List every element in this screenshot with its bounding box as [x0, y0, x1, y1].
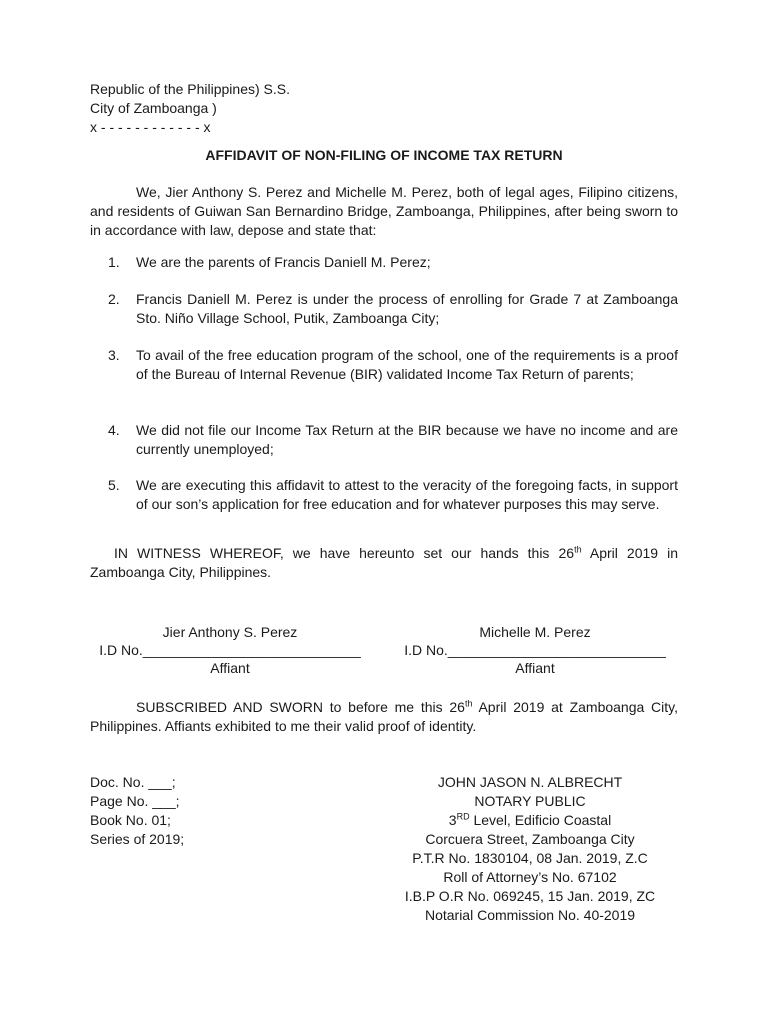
jurat-paragraph	[90, 698, 678, 736]
affiant-id-line: I.D No.____________________________	[99, 642, 361, 658]
affiant-signature-block-1	[85, 623, 375, 677]
witness-paragraph	[90, 544, 678, 582]
witness-text-start: IN WITNESS WHEREOF, we have hereunto set our hands this 26	[114, 545, 575, 561]
statement-text: We did not file our Income Tax Return at the BIR because we have no income and are currently unemployed;	[136, 422, 678, 457]
notary-block	[380, 773, 680, 925]
page-number: Page No. ___;	[90, 793, 180, 809]
jurat-date-suffix: th	[464, 698, 473, 709]
book-number: Book No. 01;	[90, 812, 171, 828]
statement-item-5	[108, 476, 678, 514]
statement-text: We are the parents of Francis Daniell M. Perez;	[136, 254, 431, 270]
statement-text: To avail of the free education program of the school, one of the requirements is a proof of the Bureau of Internal Revenue (BIR) validated Income Tax Return of parents;	[136, 347, 678, 382]
statement-number: 3.	[108, 347, 120, 363]
statement-number: 5.	[108, 477, 120, 493]
level-suffix: RD	[456, 811, 470, 822]
statement-item-2	[108, 290, 678, 328]
notary-ptr: P.T.R No. 1830104, 08 Jan. 2019, Z.C	[412, 850, 648, 866]
venue-line-republic: Republic of the Philippines) S.S.	[90, 81, 290, 97]
affiant-signature-block-2	[390, 623, 680, 677]
statement-item-3	[108, 346, 678, 384]
statement-text: Francis Daniell M. Perez is under the process of enrolling for Grade 7 at Zamboanga Sto. Niño Village School, Putik, Zamboanga City;	[136, 291, 678, 326]
statement-number: 4.	[108, 422, 120, 438]
venue-line-separator: x - - - - - - - - - - - - x	[90, 119, 211, 135]
statement-text: We are executing this affidavit to attest to the veracity of the foregoing facts, in support of our son’s application for free education and for whatever purposes this may serve.	[136, 477, 678, 512]
affiant-id-line: I.D No.____________________________	[404, 642, 666, 658]
witness-text-end: April 2019 in Zamboanga City, Philippines.	[90, 545, 678, 580]
notary-ibp: I.B.P O.R No. 069245, 15 Jan. 2019, ZC	[404, 888, 656, 904]
affiant-name: Jier Anthony S. Perez	[162, 624, 298, 640]
statement-item-4	[108, 421, 678, 459]
notary-name: JOHN JASON N. ALBRECHT	[437, 774, 623, 790]
notary-address-level	[380, 811, 680, 830]
notary-roll: Roll of Attorney’s No. 67102	[443, 869, 617, 885]
witness-date-suffix: th	[574, 544, 582, 555]
jurat-text-end: April 2019 at Zamboanga City, Philippines. Affiants exhibited to me their valid proof of identity.	[90, 699, 679, 734]
affiant-label: Affiant	[210, 660, 250, 676]
intro-paragraph: We, Jier Anthony S. Perez and Michelle M. Perez, both of legal ages, Filipino citizens, and residents of Guiwan San Bernardino Bridge, Zamboanga, Philippines, after being sworn to in accordance with law, depose and state that:	[90, 184, 678, 238]
affiant-label: Affiant	[515, 660, 555, 676]
notary-address-street: Corcuera Street, Zamboanga City	[425, 831, 635, 847]
statement-number: 1.	[108, 254, 120, 270]
statement-item-1	[108, 253, 678, 272]
doc-reference-block	[90, 773, 184, 849]
doc-number: Doc. No. ___;	[90, 774, 176, 790]
venue-line-city: City of Zamboanga )	[90, 100, 217, 116]
notary-commission: Notarial Commission No. 40-2019	[424, 907, 636, 923]
affiant-name: Michelle M. Perez	[479, 624, 591, 640]
statement-number: 2.	[108, 291, 120, 307]
document-title: AFFIDAVIT OF NON-FILING OF INCOME TAX RETURN	[205, 147, 563, 163]
jurat-text-start: SUBSCRIBED AND SWORN to before me this 26	[136, 699, 465, 715]
notary-title: NOTARY PUBLIC	[474, 793, 586, 809]
level-number: 3	[448, 812, 457, 828]
series-year: Series of 2019;	[90, 831, 185, 847]
venue-block	[90, 80, 290, 137]
level-building: Level, Edificio Coastal	[469, 812, 612, 828]
